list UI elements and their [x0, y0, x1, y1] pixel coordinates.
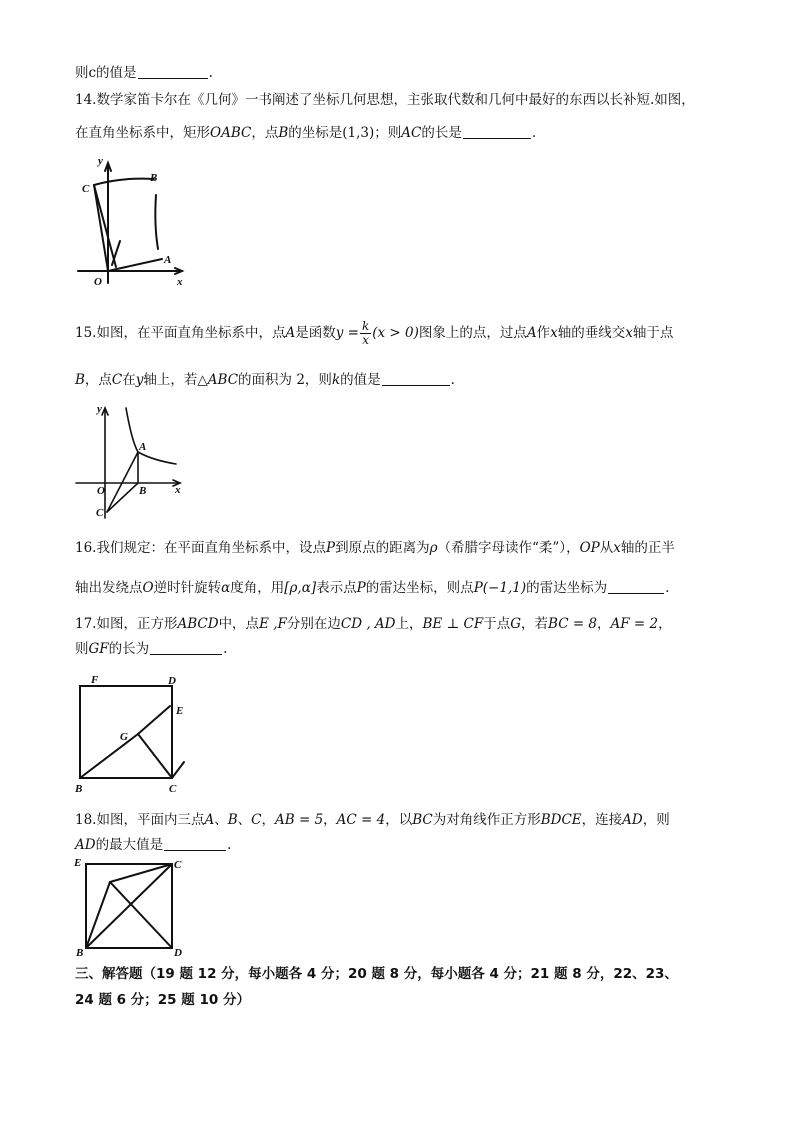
q15-label-o: O [97, 485, 105, 497]
q14-label-a: A [164, 254, 172, 266]
q16-line1: 16.我们规定：在平面直角坐标系中，设点P到原点的距离为ρ（希腊字母读作“柔”），OP从x轴的正半 [75, 540, 675, 556]
q18-label-d: D [174, 947, 182, 959]
q18-line2: AD的最大值是 . [75, 837, 232, 853]
q18-label-b: B [76, 947, 84, 959]
q15-answer-blank[interactable] [382, 371, 450, 386]
q15-seg-bc [107, 483, 138, 512]
q17-seg-bg [80, 734, 138, 778]
section3-heading-line2: 24 题 6 分；25 题 10 分） [75, 992, 250, 1008]
q17-line1: 17.如图，正方形ABCD中，点E ,F分别在边CD , AD上，BE ⊥ CF于点G，若BC = 8，AF = 2， [75, 616, 672, 632]
q16-line2: 轴出发绕点O逆时针旋转α度角，用[ρ,α]表示点P的雷达坐标，则点P(−1,1)的雷达坐标为 . [75, 580, 670, 596]
q13-answer-blank[interactable] [138, 64, 208, 79]
q14-line2: 在直角坐标系中，矩形OABC，点B的坐标是(1,3)；则AC的长是 . [75, 125, 537, 141]
q15-label-y: y [97, 403, 102, 415]
q15-hyperbola [126, 408, 176, 464]
q14-label-x: x [177, 276, 183, 288]
q17-label-g: G [120, 731, 128, 743]
q18-line1: 18.如图，平面内三点A、B、C，AB = 5，AC = 4，以BC为对角线作正方形BDCE，连接AD，则 [75, 812, 670, 828]
q14-label-o: O [94, 276, 102, 288]
q15-label-x: x [175, 484, 181, 496]
q14-answer-blank[interactable] [463, 124, 531, 139]
q14-label-y: y [98, 155, 103, 167]
q17-seg-ge [138, 706, 170, 734]
q17-stroke [172, 762, 184, 778]
q17-line2: 则GF的长为 . [75, 641, 228, 657]
q15-line2: B，点C在y轴上，若△ABC的面积为 2，则k的值是 . [75, 372, 455, 388]
q15-label-b: B [139, 485, 147, 497]
q17-label-c: C [169, 783, 177, 795]
section3-heading: 三、解答题（19 题 12 分，每小题各 4 分；20 题 8 分，每小题各 4 分；21 题 8 分，22、23、 [75, 966, 678, 982]
q14-label-c: C [82, 183, 90, 195]
q18-answer-blank[interactable] [164, 836, 226, 851]
q17-answer-blank[interactable] [150, 640, 222, 655]
q14-side-cb [94, 179, 154, 185]
q17-label-b: B [75, 783, 83, 795]
q17-label-d: D [168, 675, 176, 687]
q13-tail: 则c的值是 . [75, 65, 213, 81]
q18-label-e: E [74, 857, 82, 869]
q17-label-f: F [91, 674, 99, 686]
q16-answer-blank[interactable] [608, 579, 664, 594]
q18-seg-ba [86, 882, 110, 948]
q18-label-c: C [174, 859, 182, 871]
q17-figure [72, 672, 192, 796]
q15-label-a: A [139, 441, 147, 453]
q15-line1: 15.如图，在平面直角坐标系中，点A是函数y = $\frac{k}{x}$ (x > 0)图象上的点，过点A作x轴的垂线交x轴于点 [75, 319, 674, 347]
q15-label-c: C [96, 507, 104, 519]
q14-figure [72, 155, 192, 290]
q14-label-b: B [150, 172, 158, 184]
q17-label-e: E [176, 705, 184, 717]
q14-line1: 14.数学家笛卡尔在《几何》一书阐述了坐标几何思想，主张取代数和几何中最好的东西以长补短.如图， [75, 92, 695, 108]
q15-fraction: $\frac{k}{x}$ [361, 319, 370, 347]
q15-seg-ac [107, 452, 138, 512]
q18-figure [72, 856, 192, 958]
q15-figure [70, 400, 190, 522]
q13-text: 则c的值是 [75, 65, 137, 81]
q17-seg-cg [138, 734, 172, 778]
q14-side-ba [155, 195, 158, 249]
